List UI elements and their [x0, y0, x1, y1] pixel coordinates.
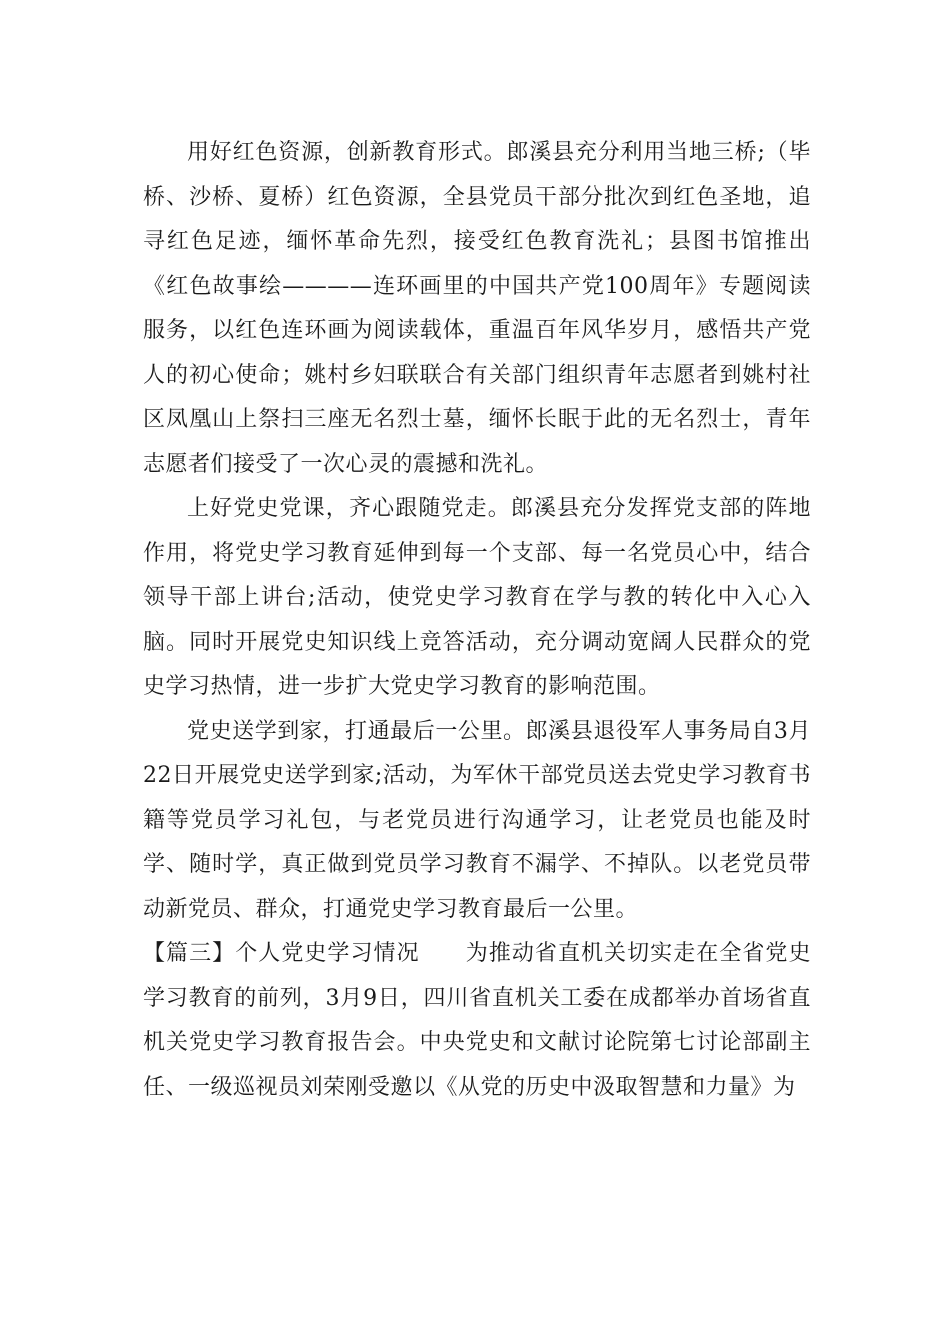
paragraph-section-three: 【篇三】个人党史学习情况 为推动省直机关切实走在全省党史学习教育的前列，3月9日，四川省直机关工委在成都举办首场省直机关党史学习教育报告会。中央党史和文献讨论院第七讨论部副主任、一级巡视员刘荣刚受邀以《从党的历史中汲取智慧和力量》为	[143, 941, 811, 1100]
paragraph-party-lessons: 上好党史党课，齐心跟随党走。郎溪县充分发挥党支部的阵地作用，将党史学习教育延伸到每一个支部、每一名党员心中，结合领导干部上讲台;活动，使党史学习教育在学与教的转化中入心入脑。同时开展党史知识线上竞答活动，充分调动宽阔人民群众的党史学习热情，进一步扩大党史学习教育的影响范围。	[143, 496, 811, 699]
paragraph-red-resources: 用好红色资源，创新教育形式。郎溪县充分利用当地三桥;（毕桥、沙桥、夏桥）红色资源，全县党员干部分批次到红色圣地，追寻红色足迹，缅怀革命先烈，接受红色教育洗礼；县图书馆推出《红色故事绘————连环画里的中国共产党100周年》专题阅读服务，以红色连环画为阅读载体，重温百年风华岁月，感悟共产党人的初心使命；姚村乡妇联联合有关部门组织青年志愿者到姚村社区凤凰山上祭扫三座无名烈士墓，缅怀长眠于此的无名烈士，青年志愿者们接受了一次心灵的震撼和洗礼。	[143, 140, 811, 477]
document-body	[143, 131, 811, 1110]
paragraph-home-delivery: 党史送学到家，打通最后一公里。郎溪县退役军人事务局自3月22日开展党史送学到家;活动，为军休干部党员送去党史学习教育书籍等党员学习礼包，与老党员进行沟通学习，让老党员也能及时学、随时学，真正做到党员学习教育不漏学、不掉队。以老党员带动新党员、群众，打通党史学习教育最后一公里。	[143, 718, 811, 922]
